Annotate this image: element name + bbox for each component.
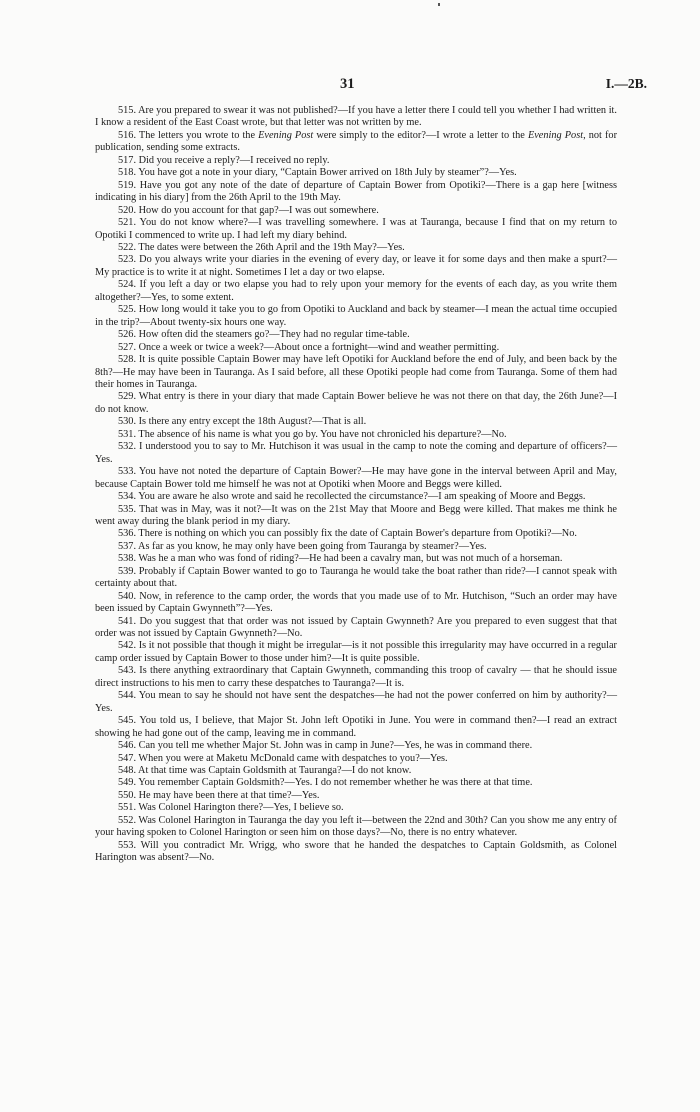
paragraph: 517. Did you receive a reply?—I received no reply. [118,154,330,166]
paragraph: 547. When you were at Maketu McDonald came with despatches to you?—Yes. [118,752,448,764]
paragraph: 536. There is nothing on which you can possibly fix the date of Captain Bower's departure from Opotiki?—No. [118,528,577,540]
paragraph: 522. The dates were between the 26th April and the 19th May?—Yes. [118,241,405,253]
paragraph: 521. You do not know where?—I was travelling somewhere. I was at Tauranga, because I find that on my return to Opotiki I commenced to write up. I had left my diary behind. [95,217,617,241]
paragraph: 523. Do you always write your diaries in the evening of every day, or leave it for some days and then make a spurt?—My practice is to write it at night. Sometimes I let a day or two elapse. [95,254,617,278]
page-number: 31 [340,76,355,92]
paragraph: 530. Is there any entry except the 18th August?—That is all. [118,416,367,428]
paragraph: 537. As far as you know, he may only have been going from Tauranga by steamer?—Yes. [118,540,487,552]
paragraph: 539. Probably if Captain Bower wanted to go to Tauranga he would take the boat rather than ride?—I cannot speak with certainty about that. [95,565,617,590]
ink-speck [438,3,440,6]
paragraph: 527. Once a week or twice a week?—About once a fortnight—wind and weather permitting. [118,341,500,353]
paragraph: 540. Now, in reference to the camp order, the words that you made use of to Mr. Hutchison, “Such an order may have been issued by Captain Gwynneth”?—Yes. [95,590,617,615]
page-header [0,76,700,96]
paragraph: 518. You have got a note in your diary, “Captain Bower arrived on 18th July by steamer”?—Yes. [118,167,517,179]
paragraph: 546. Can you tell me whether Major St. John was in camp in June?—Yes, he was in command there. [118,740,533,752]
paragraph: 529. What entry is there in your diary that made Captain Bower believe he was not there on that day, the 26th June?—I do not know. [95,391,617,415]
paragraph: 535. That was in May, was it not?—It was on the 21st May that Moore and Begg were killed. That makes me think he went away during the blank period in my diary. [95,503,617,527]
paragraph: 550. He may have been there at that time?—Yes. [118,789,320,801]
paragraph: 515. Are you prepared to swear it was not published?—If you have a letter there I could tell you whether I had written it. I know a resident of the East Coast wrote, but that letter was not written by me. [95,105,617,129]
paragraph: 549. You remember Captain Goldsmith?—Yes. I do not remember whether he was there at that time. [118,777,533,789]
paragraph: 525. How long would it take you to go from Opotiki to Auckland and back by steamer—I mean the actual time occupied in the trip?—About twenty-six hours one way. [95,304,617,328]
document-reference: I.—2B. [605,76,647,91]
paragraph: 541. Do you suggest that that order was not issued by Captain Gwynneth? Are you prepared to even suggest that that order was not issued by Captain Gwynneth?—No. [95,615,617,640]
paragraph: 538. Was he a man who was fond of riding?—He had been a cavalry man, but was not much of a horseman. [118,553,563,565]
paragraph: 534. You are aware he also wrote and said he recollected the circumstance?—I am speaking of Moore and Beggs. [118,491,586,503]
paragraph: 552. Was Colonel Harington in Tauranga the day you left it—between the 22nd and 30th? Can you show me any entry of your having spoken to Colonel Harington or seen him on those days?—No, there is no entry whatever. [95,814,617,839]
paragraph: 551. Was Colonel Harington there?—Yes, I believe so. [118,802,344,814]
paragraph: 516. The letters you wrote to the Evening Post were simply to the editor?—I wrote a letter to the Evening Post, not for publication, sending some extracts. [95,129,617,154]
paragraph: 526. How often did the steamers go?—They had no regular time-table. [118,329,410,341]
paragraph: 553. Will you contradict Mr. Wrigg, who swore that he handed the despatches to Captain Goldsmith, as Colonel Harington was absent?—No. [95,839,617,864]
paragraph: 519. Have you got any note of the date of departure of Captain Bower from Opotiki?—There is a gap here [witness indicating in his diary] from the 26th April to the 19th May. [95,179,617,204]
paragraph: 531. The absence of his name is what you go by. You have not chronicled his departure?—No. [118,428,507,440]
paragraph: 520. How do you account for that gap?—I was out somewhere. [118,204,379,216]
paragraph: 528. It is quite possible Captain Bower may have left Opotiki for Auckland before the end of July, and been back by the 8th?—He may have been in Tauranga. As I said before, all these Opotiki people had come from Tauranga. Some of them had their homes in Tauranga. [95,354,617,390]
paragraph: 532. I understood you to say to Mr. Hutchison it was usual in the camp to note the coming and departure of officers?—Yes. [95,441,617,465]
paragraph: 544. You mean to say he should not have sent the despatches—he had not the power conferred on him by authority?—Yes. [95,690,617,714]
paragraph: 543. Is there anything extraordinary that Captain Gwynneth, commanding this troop of cavalry — that he should issue direct instructions to his men to carry these despatches to Tauranga?—It is. [95,665,617,689]
paragraph: 545. You told us, I believe, that Major St. John left Opotiki in June. You were in command then?—I read an extract showing he had gone out of the camp, leaving me in command. [95,715,617,739]
paragraph: 548. At that time was Captain Goldsmith at Tauranga?—I do not know. [118,765,412,777]
paragraph: 542. Is it not possible that though it might be irregular—is it not possible this irregularity may have occurred in a regular camp order issued by Captain Bower to those under him?—It is quite possible. [95,640,617,664]
paragraph: 524. If you left a day or two elapse you had to rely upon your memory for the events of each day, as you write them altogether?—Yes, to some extent. [95,279,617,303]
paragraph: 533. You have not noted the departure of Captain Bower?—He may have gone in the interval between April and May, because Captain Bower told me himself he was not at Opotiki when Moore and Beggs were killed. [95,466,617,490]
page-body [95,105,617,865]
